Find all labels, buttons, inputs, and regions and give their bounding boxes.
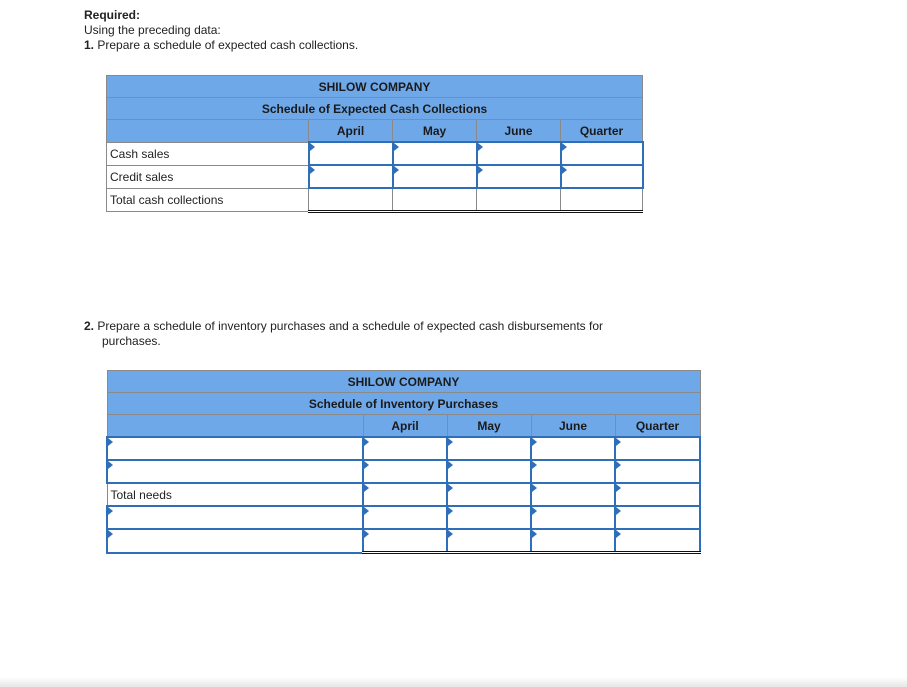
intro-text: Using the preceding data: bbox=[84, 23, 221, 37]
column-header: June bbox=[477, 120, 561, 143]
amount-input[interactable] bbox=[309, 142, 393, 165]
table-row bbox=[107, 483, 700, 506]
company-name: SHILOW COMPANY bbox=[107, 76, 643, 98]
column-header: June bbox=[531, 415, 615, 438]
inventory-purchases-table bbox=[106, 370, 701, 554]
total-cell bbox=[561, 188, 643, 212]
q2-text-2: purchases. bbox=[102, 334, 161, 348]
amount-input[interactable] bbox=[531, 529, 615, 553]
table-row bbox=[107, 529, 700, 553]
amount-input[interactable] bbox=[309, 165, 393, 188]
amount-input[interactable] bbox=[393, 165, 477, 188]
column-header: Quarter bbox=[561, 120, 643, 143]
q2-number: 2. bbox=[84, 319, 95, 333]
amount-input[interactable] bbox=[447, 506, 531, 529]
cash-collections-table bbox=[106, 75, 644, 213]
amount-input[interactable] bbox=[447, 529, 531, 553]
amount-input[interactable] bbox=[393, 142, 477, 165]
amount-input[interactable] bbox=[561, 165, 643, 188]
q1-text: Prepare a schedule of expected cash collections. bbox=[97, 38, 359, 52]
q1-number: 1. bbox=[84, 38, 95, 52]
table-row bbox=[107, 142, 643, 165]
schedule-title: Schedule of Inventory Purchases bbox=[107, 393, 700, 415]
amount-input[interactable] bbox=[531, 437, 615, 460]
amount-input[interactable] bbox=[561, 142, 643, 165]
row-label: Credit sales bbox=[107, 165, 309, 188]
header-blank bbox=[107, 120, 309, 143]
amount-input[interactable] bbox=[477, 165, 561, 188]
table-row bbox=[107, 506, 700, 529]
column-header: May bbox=[447, 415, 531, 438]
amount-input[interactable] bbox=[363, 529, 447, 553]
total-cell bbox=[477, 188, 561, 212]
table-row bbox=[107, 165, 643, 188]
amount-input[interactable] bbox=[531, 506, 615, 529]
amount-input[interactable] bbox=[363, 506, 447, 529]
q2-text-1: Prepare a schedule of inventory purchases and a schedule of expected cash disbursements for bbox=[97, 319, 603, 333]
company-name: SHILOW COMPANY bbox=[107, 371, 700, 393]
table-row bbox=[107, 460, 700, 483]
column-header: April bbox=[363, 415, 447, 438]
table-row bbox=[107, 437, 700, 460]
column-header: April bbox=[309, 120, 393, 143]
amount-input[interactable] bbox=[615, 460, 700, 483]
amount-input[interactable] bbox=[363, 483, 447, 506]
total-cell bbox=[309, 188, 393, 212]
row-label-input[interactable] bbox=[107, 460, 363, 483]
total-cell bbox=[393, 188, 477, 212]
row-label: Total needs bbox=[107, 483, 363, 506]
instructions bbox=[84, 8, 358, 53]
amount-input[interactable] bbox=[615, 506, 700, 529]
amount-input[interactable] bbox=[477, 142, 561, 165]
required-heading: Required: bbox=[84, 8, 141, 22]
table-row bbox=[107, 188, 643, 212]
amount-input[interactable] bbox=[615, 529, 700, 553]
row-label-input[interactable] bbox=[107, 529, 363, 553]
row-label: Cash sales bbox=[107, 142, 309, 165]
column-header: Quarter bbox=[615, 415, 700, 438]
q2-instructions bbox=[84, 319, 603, 349]
row-label-input[interactable] bbox=[107, 506, 363, 529]
amount-input[interactable] bbox=[531, 460, 615, 483]
row-label: Total cash collections bbox=[107, 188, 309, 212]
amount-input[interactable] bbox=[363, 437, 447, 460]
amount-input[interactable] bbox=[531, 483, 615, 506]
row-label-input[interactable] bbox=[107, 437, 363, 460]
amount-input[interactable] bbox=[615, 437, 700, 460]
amount-input[interactable] bbox=[615, 483, 700, 506]
page-bottom-shadow bbox=[0, 677, 907, 687]
amount-input[interactable] bbox=[447, 460, 531, 483]
amount-input[interactable] bbox=[447, 437, 531, 460]
amount-input[interactable] bbox=[447, 483, 531, 506]
column-header: May bbox=[393, 120, 477, 143]
amount-input[interactable] bbox=[363, 460, 447, 483]
header-blank bbox=[107, 415, 363, 438]
schedule-title: Schedule of Expected Cash Collections bbox=[107, 98, 643, 120]
